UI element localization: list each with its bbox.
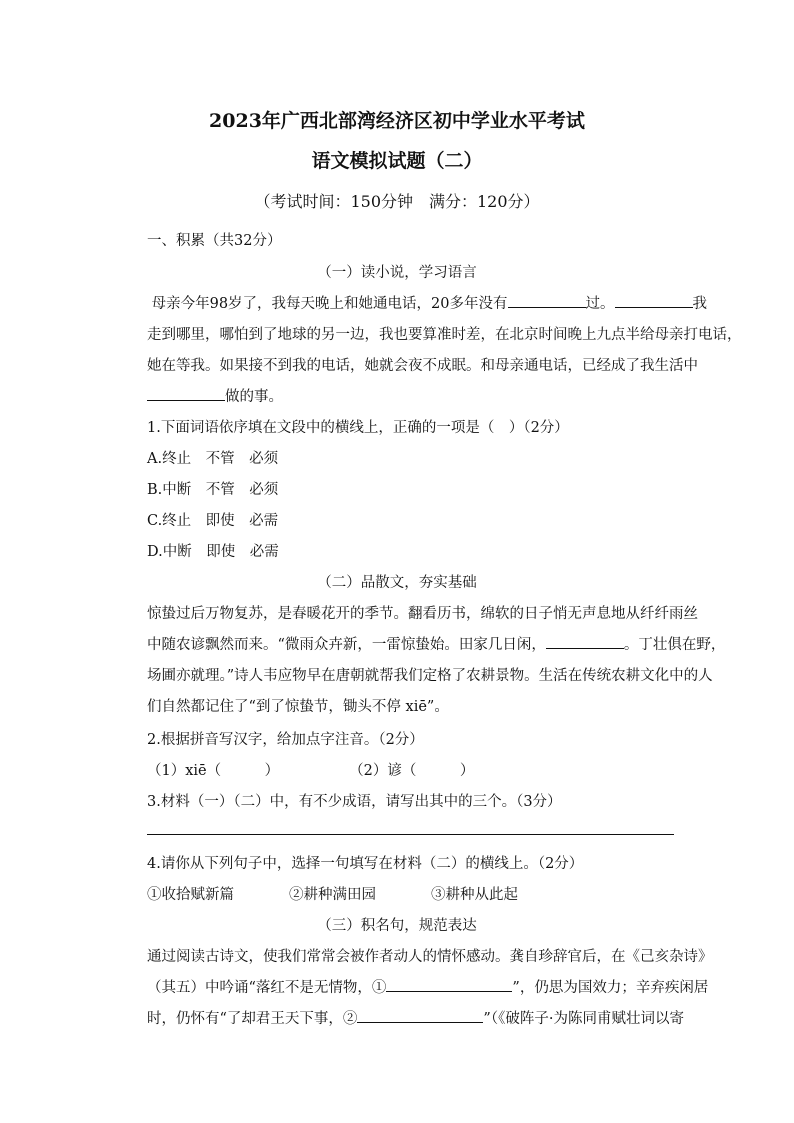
option-b[interactable]: B.中断 不管 必须 [147,482,279,498]
exam-subtitle: 语文模拟试题（二） [311,150,483,172]
section-heading: 一、积累（共32分） [147,233,282,249]
text-segment: （其五）中吟诵“落红不是无情物，① [147,980,387,996]
text-segment: ”，仍思为国效力；辛弃疾闲居 [512,980,709,996]
part3-paragraph-line-2 [147,976,709,997]
part1-paragraph-line-2: 走到哪里，哪怕到了地球的另一边，我也要算准时差，在北京时间晚上九点半给母亲打电话， [147,327,742,343]
part1-paragraph-line-3: 她在等我。如果接不到我的电话，她就会夜不成眠。和母亲通电话，已经成了我生活中 [147,358,698,374]
question-3: 3.材料（一）（二）中，有不少成语，请写出其中的三个。（3分） [147,794,562,810]
option-d[interactable]: D.中断 即使 必需 [147,544,279,560]
text-segment: ”（《破阵子·为陈同甫赋壮词以寄 [483,1011,684,1027]
part1-paragraph-line-1 [147,292,708,313]
fill-blank[interactable] [508,293,586,308]
exam-info: （考试时间：150分钟 满分：120分） [254,192,540,211]
choice-1[interactable]: ①收拾赋新篇 [147,887,234,903]
question-4-choices [147,883,677,904]
fill-blank[interactable] [615,293,693,308]
fill-blank[interactable] [357,1008,483,1023]
option-a[interactable]: A.终止 不管 必须 [147,451,279,467]
part2-heading: （二）品散文，夯实基础 [317,575,477,591]
question-2-items [147,759,677,780]
question-4: 4.请你从下列句子中，选择一句填写在材料（二）的横线上。（2分） [147,856,584,872]
fill-blank[interactable] [546,634,624,649]
text-segment: 我 [692,296,708,312]
part3-heading: （三）积名句，规范表达 [317,918,477,934]
text-segment: 中随农谚飘然而来。“微雨众卉新，一雷惊蛰始。田家几日闲， [147,637,546,653]
part2-paragraph-line-1: 惊蛰过后万物复苏，是春暖花开的季节。翻看历书，绵软的日子悄无声息地从纤纤雨丝 [147,606,698,622]
answer-line[interactable] [147,834,674,835]
exam-title: 2023年广西北部湾经济区初中学业水平考试 [209,110,585,132]
part2-paragraph-line-3: 场圃亦就理。”诗人韦应物早在唐朝就帮我们定格了农耕景物。生活在传统农耕文化中的人 [147,668,713,684]
part2-paragraph-line-2 [147,633,726,654]
part2-paragraph-line-4: 们自然都记住了“到了惊蛰节，锄头不停 xiē”。 [147,699,449,715]
text-segment: 过。 [585,296,615,312]
text-segment: 时，仍怀有“了却君王天下事，② [147,1011,358,1027]
text-segment: 母亲今年98岁了，我每天晚上和她通电话，20多年没有 [151,296,508,312]
choice-2[interactable]: ②耕种满田园 [289,887,376,903]
part1-heading: （一）读小说，学习语言 [317,265,477,281]
part3-paragraph-line-3 [147,1007,684,1028]
text-segment: 做的事。 [225,389,283,405]
part3-paragraph-line-1: 通过阅读古诗文，使我们常常会被作者动人的情怀感动。龚自珍辞官后，在《己亥杂诗》 [147,949,713,965]
part1-paragraph-line-4 [147,385,677,406]
choice-3[interactable]: ③耕种从此起 [431,887,518,903]
question-2-item-2[interactable]: （2）谚（ ） [349,763,475,779]
question-2: 2.根据拼音写汉字，给加点字注音。（2分） [147,732,424,748]
question-2-item-1[interactable]: （1）xiē（ ） [147,763,280,779]
text-segment: 。丁壮俱在野， [623,637,726,653]
option-c[interactable]: C.终止 即使 必需 [147,513,279,529]
fill-blank[interactable] [147,386,225,401]
fill-blank[interactable] [386,977,512,992]
question-1: 1.下面词语依序填在文段中的横线上，正确的一项是（ ）（2分） [147,420,569,436]
